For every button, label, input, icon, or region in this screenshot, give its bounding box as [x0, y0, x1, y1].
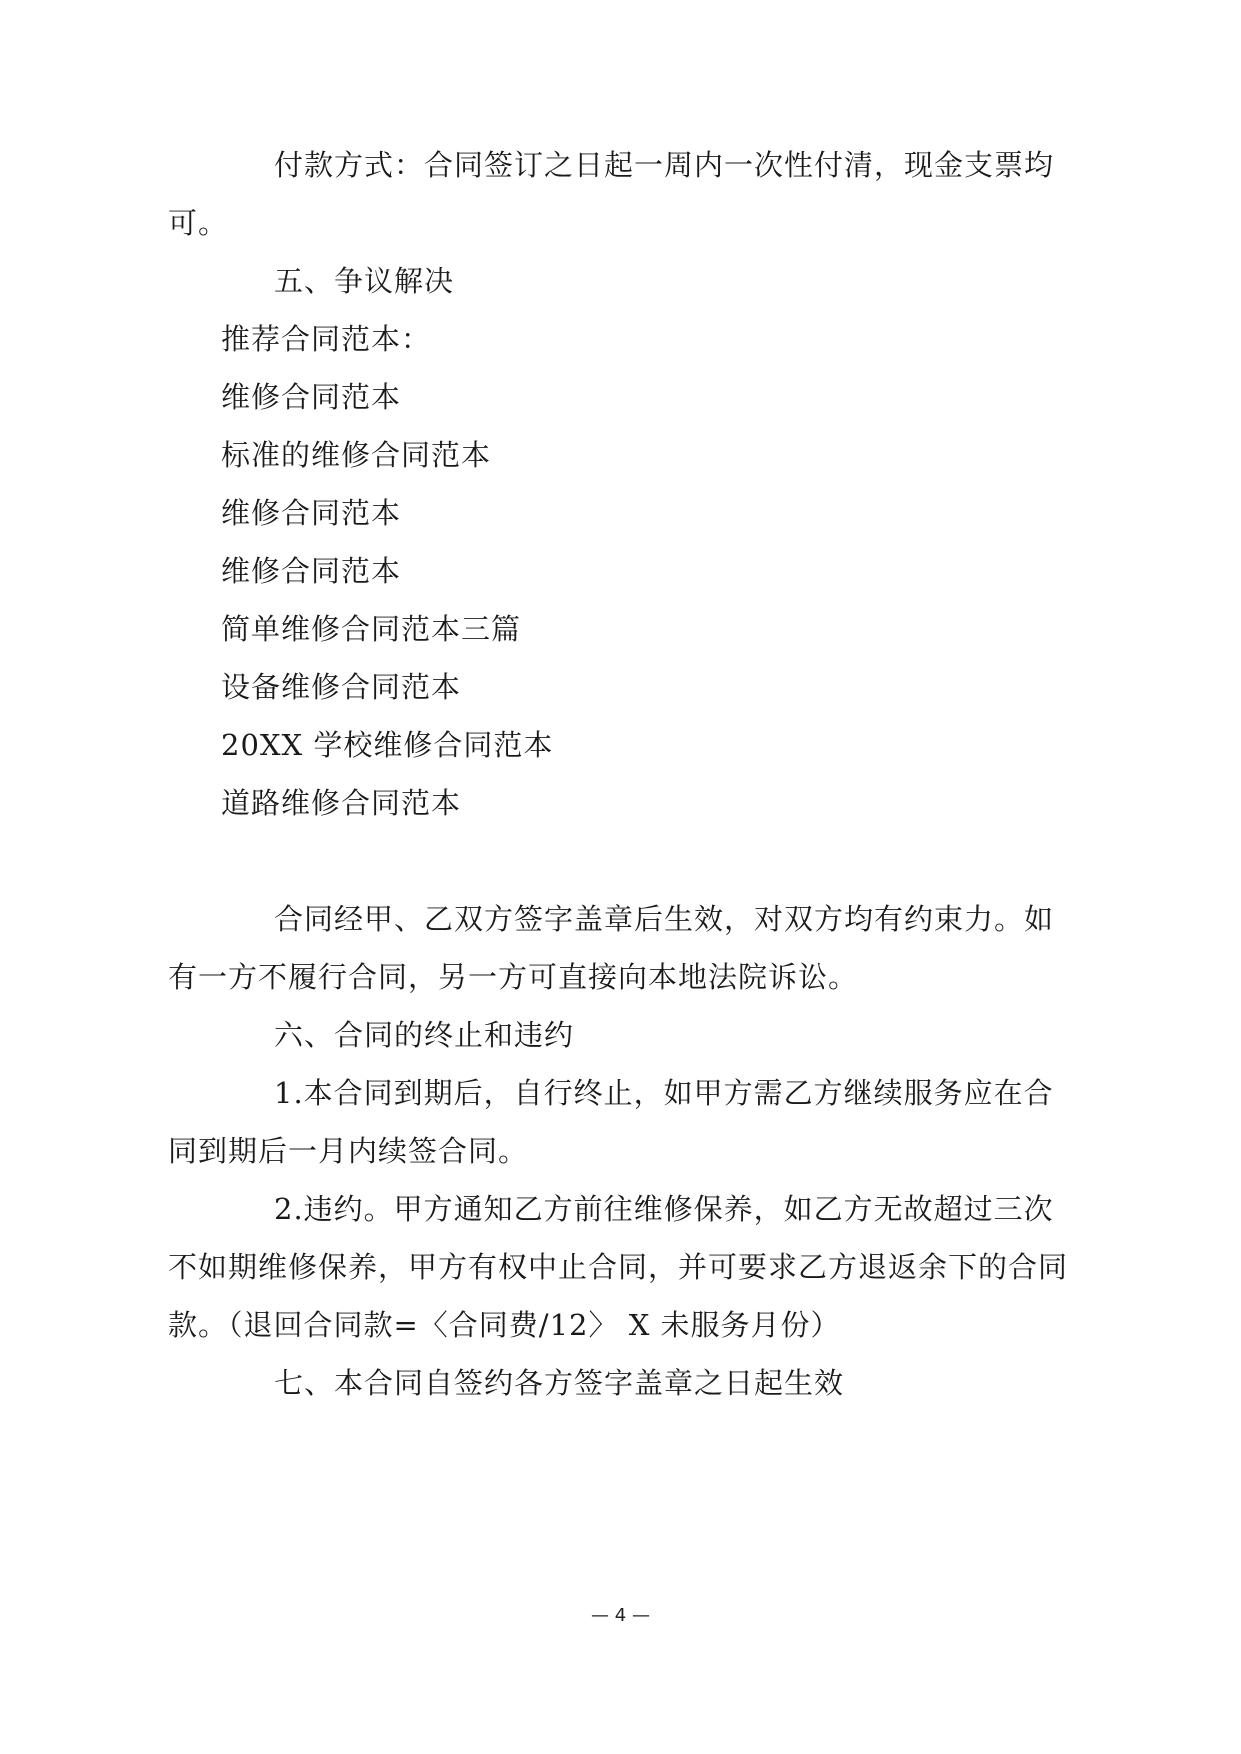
section-5-heading: 五、争议解决 — [274, 264, 455, 298]
recommended-link-7[interactable]: 20XX 学校维修合同范本 — [221, 728, 554, 762]
recommended-link-5[interactable]: 简单维修合同范本三篇 — [221, 612, 522, 646]
clause-2-line-1: 2.违约。甲方通知乙方前往维修保养，如乙方无故超过三次 — [274, 1192, 1054, 1226]
section-7-heading: 七、本合同自签约各方签字盖章之日起生效 — [274, 1366, 845, 1400]
recommended-link-4[interactable]: 维修合同范本 — [221, 554, 402, 588]
recommended-link-3[interactable]: 维修合同范本 — [221, 496, 402, 530]
effect-line-2: 有一方不履行合同，另一方可直接向本地法院诉讼。 — [168, 960, 859, 994]
clause-1-line-2: 同到期后一月内续签合同。 — [168, 1134, 529, 1168]
recommended-link-2[interactable]: 标准的维修合同范本 — [221, 438, 492, 472]
recommend-heading: 推荐合同范本： — [221, 322, 432, 356]
effect-line-1: 合同经甲、乙双方签字盖章后生效，对双方均有约束力。如 — [274, 902, 1055, 936]
clause-2-line-2: 不如期维修保养，甲方有权中止合同，并可要求乙方退返余下的合同 — [168, 1250, 1069, 1284]
recommended-link-8[interactable]: 道路维修合同范本 — [221, 786, 462, 820]
clause-2-line-3: 款。（退回合同款=〈合同费/12〉 X 未服务月份） — [168, 1308, 841, 1342]
section-6-heading: 六、合同的终止和违约 — [274, 1018, 575, 1052]
payment-terms-line-2: 可。 — [168, 206, 229, 240]
payment-terms-line-1: 付款方式：合同签订之日起一周内一次性付清，现金支票均 — [274, 148, 1055, 182]
recommended-link-1[interactable]: 维修合同范本 — [221, 380, 402, 414]
recommended-link-6[interactable]: 设备维修合同范本 — [221, 670, 462, 704]
page-number: — 4 — — [591, 1605, 650, 1626]
clause-1-line-1: 1.本合同到期后，自行终止，如甲方需乙方继续服务应在合 — [274, 1076, 1054, 1110]
